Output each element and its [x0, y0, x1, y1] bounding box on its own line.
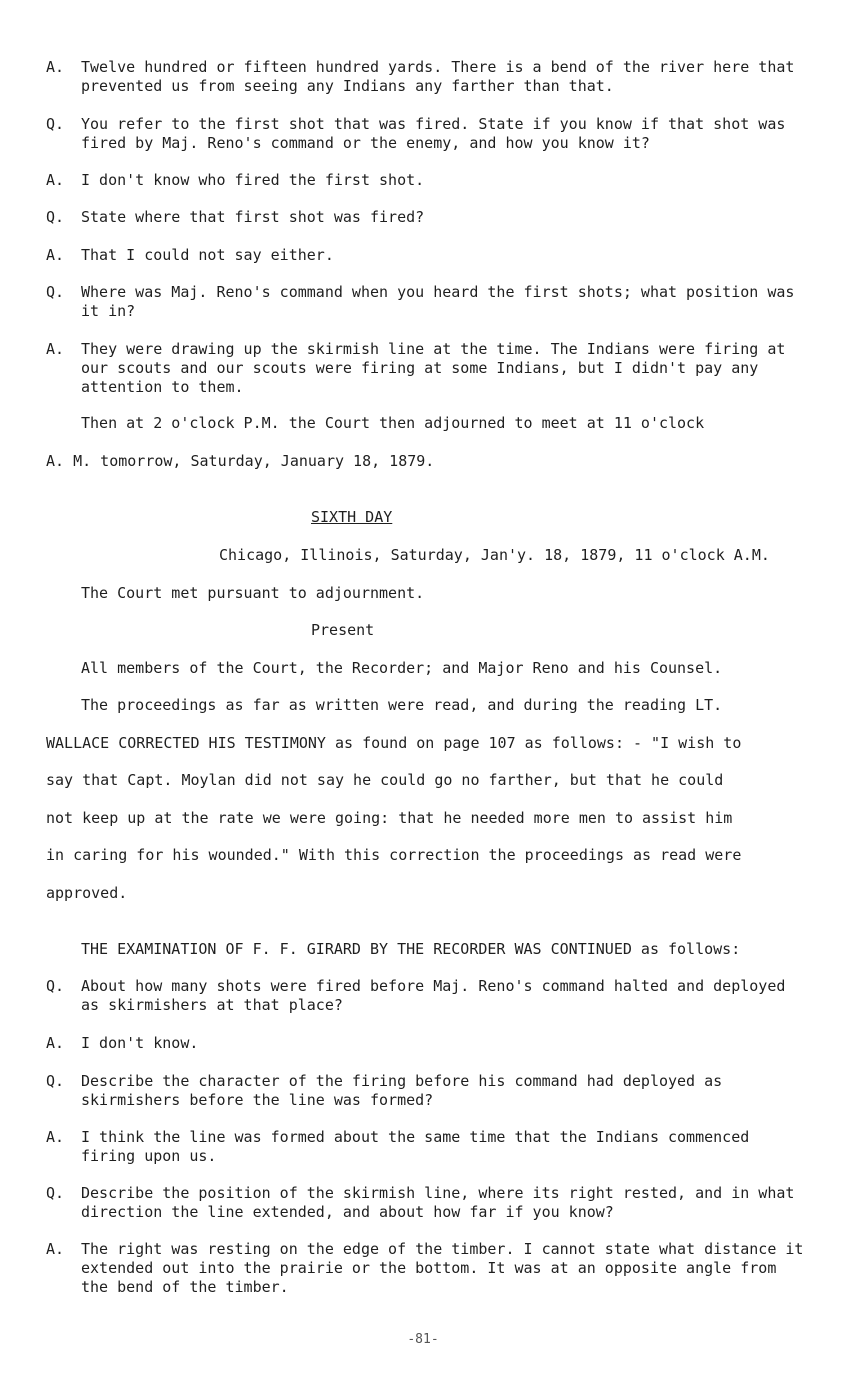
- qa-entry: [46, 246, 806, 265]
- proceedings-line: The proceedings as far as written were read, and during the reading LT.: [81, 696, 723, 714]
- entry-text: You refer to the first shot that was fired. State if you know if that shot was fired by Maj. Reno's command or the enemy, and how you know it?: [81, 115, 786, 152]
- speaker-label: A.: [46, 246, 65, 264]
- entry-text: State where that first shot was fired?: [81, 208, 425, 226]
- present-text: All members of the Court, the Recorder; and Major Reno and his Counsel.: [81, 659, 723, 677]
- speaker-label: A.: [46, 1240, 65, 1258]
- qa-entry: [46, 1240, 806, 1297]
- entry-text: About how many shots were fired before Maj. Reno's command halted and deployed as skirmishers at that place?: [81, 977, 786, 1014]
- proceedings-line: in caring for his wounded." With this correction the proceedings as read were: [46, 846, 742, 864]
- entry-text: I don't know.: [81, 1034, 199, 1052]
- qa-entry: [46, 340, 806, 397]
- entry-text: Describe the position of the skirmish line, where its right rested, and in what direction the line extended, and about how far if you know?: [81, 1184, 795, 1221]
- speaker-label: Q.: [46, 208, 65, 226]
- dateline: Chicago, Illinois, Saturday, Jan'y. 18, 1879, 11 o'clock A.M.: [219, 546, 770, 564]
- speaker-label: A.: [46, 1034, 65, 1052]
- qa-entry: [46, 58, 806, 96]
- entry-text: Where was Maj. Reno's command when you heard the first shots; what position was it in?: [81, 283, 795, 320]
- page-number: -81-: [407, 1332, 439, 1347]
- proceedings-line: approved.: [46, 884, 128, 902]
- speaker-label: Q.: [46, 115, 65, 133]
- speaker-label: A.: [46, 58, 65, 76]
- proceedings-line: not keep up at the rate we were going: that he needed more men to assist him: [46, 809, 733, 827]
- adjournment-line-1: Then at 2 o'clock P.M. the Court then adjourned to meet at 11 o'clock: [81, 414, 705, 432]
- qa-entry: [46, 1184, 806, 1222]
- entry-text: Twelve hundred or fifteen hundred yards. There is a bend of the river here that prevented us from seeing any Indians any farther than that.: [81, 58, 795, 95]
- qa-entry: [46, 1128, 806, 1166]
- speaker-label: A.: [46, 171, 65, 189]
- entry-text: I think the line was formed about the same time that the Indians commenced firing upon us.: [81, 1128, 750, 1165]
- speaker-label: A.: [46, 340, 65, 358]
- adjournment-line-2: A. M. tomorrow, Saturday, January 18, 1879.: [46, 452, 435, 470]
- entry-text: That I could not say either.: [81, 246, 334, 264]
- proceedings-line: say that Capt. Moylan did not say he could go no farther, but that he could: [46, 771, 724, 789]
- examination-heading: THE EXAMINATION OF F. F. GIRARD BY THE RECORDER WAS CONTINUED as follows:: [81, 940, 741, 958]
- speaker-label: Q.: [46, 1072, 65, 1090]
- court-met-line: The Court met pursuant to adjournment.: [81, 584, 425, 602]
- qa-entry: [46, 283, 806, 321]
- entry-text: They were drawing up the skirmish line at the time. The Indians were firing at our scouts and our scouts were firing at some Indians, but I didn't pay any attention to them.: [81, 340, 786, 396]
- qa-entry: [46, 1034, 806, 1053]
- qa-entry: [46, 1072, 806, 1110]
- proceedings-line: WALLACE CORRECTED HIS TESTIMONY as found on page 107 as follows: - "I wish to: [46, 734, 742, 752]
- sixth-day-heading: SIXTH DAY: [311, 508, 393, 526]
- entry-text: I don't know who fired the first shot.: [81, 171, 425, 189]
- speaker-label: Q.: [46, 977, 65, 995]
- qa-entry: [46, 171, 806, 190]
- entry-text: Describe the character of the firing before his command had deployed as skirmishers before the line was formed?: [81, 1072, 723, 1109]
- qa-entry: [46, 115, 806, 153]
- qa-entry: [46, 977, 806, 1015]
- speaker-label: Q.: [46, 283, 65, 301]
- entry-text: The right was resting on the edge of the timber. I cannot state what distance it extended out into the prairie or the bottom. It was at an opposite angle from the bend of the timber.: [81, 1240, 804, 1296]
- speaker-label: A.: [46, 1128, 65, 1146]
- present-heading: Present: [311, 621, 375, 639]
- speaker-label: Q.: [46, 1184, 65, 1202]
- qa-entry: [46, 208, 806, 227]
